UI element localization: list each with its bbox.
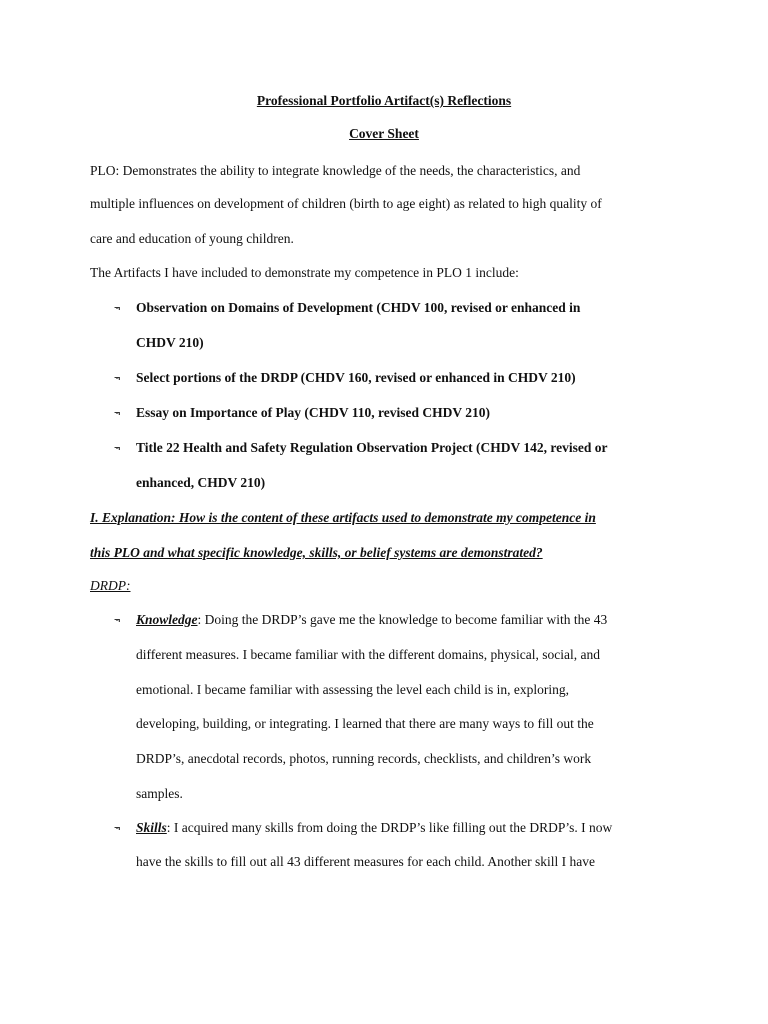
bullet-icon: ¬ٛ [114, 822, 121, 835]
artifact-1-line-1: Observation on Domains of Development (CHDV 100, revised or enhanced in [136, 300, 581, 315]
section-heading-line-2: this PLO and what specific knowledge, skills, or belief systems are demonstrated? [90, 545, 543, 560]
knowledge-text: : Doing the DRDP’s gave me the knowledge to become familiar with the 43 [197, 612, 608, 627]
section-heading-line-1: I. Explanation: How is the content of these artifacts used to demonstrate my competence in [90, 510, 596, 525]
knowledge-line-2: different measures. I became familiar with the different domains, physical, social, and [136, 647, 600, 662]
plo-line-2: multiple influences on development of children (birth to age eight) as related to high quality of [90, 196, 602, 211]
knowledge-label: Knowledge [136, 612, 198, 627]
skills-line-1 [136, 818, 612, 838]
bullet-icon: ¬ٛ [114, 442, 121, 455]
subsection-drdp: DRDP: [90, 578, 131, 593]
knowledge-line-1 [136, 610, 607, 630]
artifacts-intro: The Artifacts I have included to demonstrate my competence in PLO 1 include: [90, 265, 519, 280]
artifact-4-line-1: Title 22 Health and Safety Regulation Observation Project (CHDV 142, revised or [136, 440, 608, 455]
document-title: Professional Portfolio Artifact(s) Reflections [256, 93, 512, 108]
artifact-3-line-1: Essay on Importance of Play (CHDV 110, revised CHDV 210) [136, 405, 490, 420]
knowledge-line-4: developing, building, or integrating. I learned that there are many ways to fill out the [136, 716, 594, 731]
artifact-4-line-2: enhanced, CHDV 210) [136, 475, 266, 490]
bullet-icon: ¬ٛ [114, 614, 121, 627]
bullet-icon: ¬ٛ [114, 372, 121, 385]
skills-text: : I acquired many skills from doing the DRDP’s like filling out the DRDP’s. I now [166, 820, 613, 835]
artifact-1-line-2: CHDV 210) [136, 335, 204, 350]
skills-line-2: have the skills to fill out all 43 different measures for each child. Another skill I have [136, 854, 595, 869]
document-subtitle: Cover Sheet [349, 126, 419, 141]
knowledge-line-6: samples. [136, 786, 183, 801]
bullet-icon: ¬ٛ [114, 407, 121, 420]
skills-label: Skills [136, 820, 167, 835]
plo-line-3: care and education of young children. [90, 231, 294, 246]
artifact-2-line-1: Select portions of the DRDP (CHDV 160, revised or enhanced in CHDV 210) [136, 370, 576, 385]
knowledge-line-3: emotional. I became familiar with assessing the level each child is in, exploring, [136, 682, 569, 697]
plo-line-1: PLO: Demonstrates the ability to integrate knowledge of the needs, the characteristics, and [90, 163, 581, 178]
knowledge-line-5: DRDP’s, anecdotal records, photos, running records, checklists, and children’s work [136, 751, 592, 766]
bullet-icon: ¬ٛ [114, 302, 121, 315]
